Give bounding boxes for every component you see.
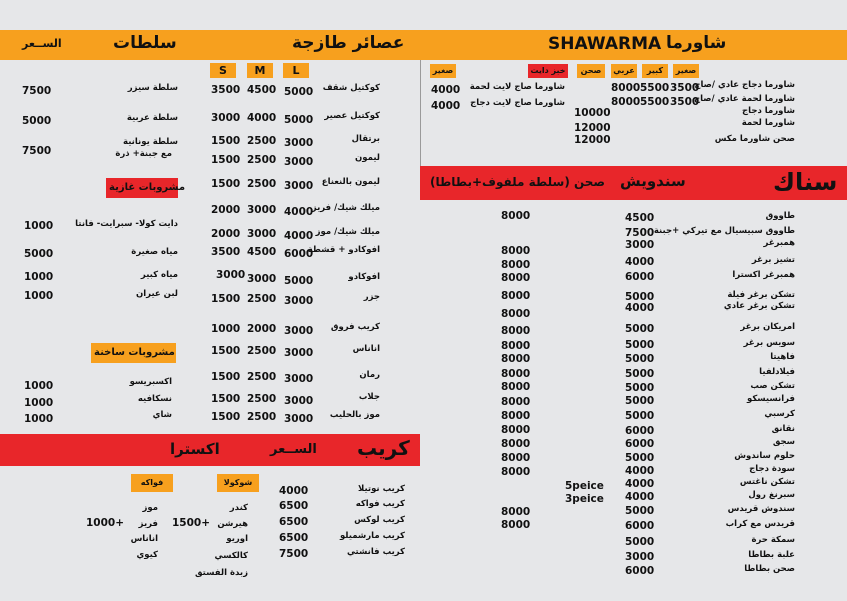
snack-name: تشكن برغر عادي — [723, 301, 795, 311]
shawarma-name: شاورما دجاج — [742, 106, 795, 116]
snack-price-sandwich: 5000 — [625, 452, 655, 464]
snack-name: قريدس مع كراب — [725, 519, 795, 529]
snack-price-plate: 8000 — [501, 466, 531, 478]
salad-price: 7500 — [22, 85, 52, 97]
snack-name: فرانسيسكو — [747, 394, 795, 404]
snack-name: فيلادلفيا — [759, 367, 795, 377]
shawarma-name: شاورما لحمة — [741, 118, 795, 128]
crepe-price: 6500 — [279, 516, 309, 528]
sandwich-header: سندويش — [620, 172, 686, 190]
snack-price-plate: 8000 — [501, 519, 531, 531]
juice-price-m: 4500 — [247, 246, 277, 258]
juice-price-s: 2000 — [211, 228, 241, 240]
juice-name: اناناس — [352, 344, 380, 354]
chocolate-item: زبدة الفستق — [195, 568, 248, 578]
juice-price-l: 4000 — [284, 206, 314, 218]
shawarma-price-small: 3500 — [670, 96, 700, 108]
crepe-name: كريب فواكه — [355, 499, 405, 509]
salad-price: 7500 — [22, 145, 52, 157]
crepe-name: كريب فانشتي — [346, 547, 405, 557]
soft-drink-price: 5000 — [24, 248, 54, 260]
soft-drink-name: مياه صغيرة — [131, 247, 178, 257]
salad-name: سلطة عربية — [126, 113, 178, 123]
snack-price-plate: 8000 — [501, 210, 531, 222]
juice-price-extra: 3000 — [216, 269, 246, 281]
soft-drinks-title: مشروبات غازية — [109, 182, 186, 193]
snack-name: صحن بطاطا — [744, 564, 795, 574]
snack-name: سجق — [772, 437, 795, 447]
snack-price-sandwich: 4000 — [625, 302, 655, 314]
juice-price-m: 3000 — [247, 273, 277, 285]
size-s: S — [210, 63, 236, 78]
snack-price-plate: 8000 — [501, 410, 531, 422]
juice-price-l: 5000 — [284, 86, 314, 98]
tag-chocolate: شوكولا — [217, 474, 259, 492]
tag-plate: صحن — [577, 64, 605, 78]
juice-name: ميلك شيك/ موز — [315, 227, 380, 237]
juice-price-m: 4000 — [247, 112, 277, 124]
snack-price-sandwich: 6000 — [625, 438, 655, 450]
snack-price-sandwich: 5000 — [625, 353, 655, 365]
snack-price-plate: 8000 — [501, 272, 531, 284]
shawarma-price-plate: 8000 — [611, 82, 641, 94]
juice-price-l: 6000 — [284, 248, 314, 260]
juice-name: كوكتيل عصير — [324, 111, 380, 121]
snack-name: تشكن ناغتس — [739, 477, 795, 487]
snack-name: نقانق — [771, 424, 795, 434]
shawarma-price-plate: 12000 — [574, 134, 611, 146]
soft-drink-price: 1000 — [24, 220, 54, 232]
chocolate-item: اوريو — [226, 534, 248, 544]
snack-price-sandwich: 3000 — [625, 551, 655, 563]
juice-name: ليمون بالنعناع — [321, 177, 380, 187]
juice-price-m: 2000 — [247, 323, 277, 335]
juice-price-m: 3000 — [247, 228, 277, 240]
salad-name: سلطة سيزر — [127, 83, 178, 93]
snack-price-plate: 8000 — [501, 368, 531, 380]
shawarma-diet-name: شاورما صاج لايت لحمة — [469, 82, 565, 92]
juice-price-s: 1500 — [211, 154, 241, 166]
size-m: M — [247, 63, 273, 78]
snack-price-sandwich: 4000 — [625, 465, 655, 477]
juice-price-m: 2500 — [247, 371, 277, 383]
fruit-price: 1000+ — [86, 517, 125, 529]
crepe-price-header: الســعر — [270, 442, 317, 457]
juice-price-l: 3000 — [284, 156, 314, 168]
juice-name: جزر — [363, 292, 380, 302]
juice-price-s: 1500 — [211, 293, 241, 305]
crepe-price: 4000 — [279, 485, 309, 497]
crepe-name: كريب لوكس — [354, 515, 405, 525]
shawarma-name: صحن شاورما مكس — [714, 134, 795, 144]
snack-price-sandwich: 4500 — [625, 212, 655, 224]
juice-price-l: 5000 — [284, 275, 314, 287]
juice-price-s: 1500 — [211, 345, 241, 357]
crepe-price: 7500 — [279, 548, 309, 560]
fruit-item: فريز — [138, 519, 158, 529]
juice-price-m: 3000 — [247, 204, 277, 216]
juice-price-s: 3000 — [211, 112, 241, 124]
snack-price-sandwich: 7500 — [625, 227, 655, 239]
snack-name: امريكان برغر — [740, 322, 795, 332]
soft-drink-name: مياه كبير — [140, 270, 178, 280]
snack-name: سودة دجاج — [749, 464, 795, 474]
crepe-title: كريب — [357, 436, 410, 460]
soft-drink-name: دايت كولا- سبرايت- فانتا — [75, 219, 178, 229]
snack-price-sandwich: 5000 — [625, 368, 655, 380]
snack-price-sandwich: 5000 — [625, 382, 655, 394]
snack-name: تشيز برغر — [751, 255, 795, 265]
plate-header: صحن (سلطة ملفوف+بطاطا) — [430, 175, 606, 189]
shawarma-name: شاورما لحمة عادي /صاج — [693, 94, 795, 104]
crepe-extra-header: اكسترا — [170, 440, 220, 458]
fruit-item: اناناس — [130, 534, 158, 544]
shawarma-latin: SHAWARMA — [548, 34, 662, 54]
shawarma-price-plate: 12000 — [574, 122, 611, 134]
juice-price-l: 3000 — [284, 325, 314, 337]
chocolate-item: كندر — [229, 503, 248, 513]
snack-price-sandwich: 5000 — [625, 505, 655, 517]
hot-drink-name: اكسبريسو — [129, 377, 172, 387]
fruit-item: موز — [142, 503, 158, 513]
snack-price-plate: 8000 — [501, 290, 531, 302]
hot-drinks-title: مشروبات ساخنة — [94, 347, 175, 358]
juice-name: برتقال — [351, 134, 380, 144]
snack-price-sandwich: 6000 — [625, 520, 655, 532]
shawarma-name: شاورما دجاج عادي /صاج — [694, 80, 795, 90]
snack-price-plate: 8000 — [501, 452, 531, 464]
juice-price-m: 4500 — [247, 84, 277, 96]
snack-name: كرسبي — [764, 409, 795, 419]
juice-name: كوكتيل شقف — [322, 83, 380, 93]
snack-price-plate: 8000 — [501, 340, 531, 352]
hot-drink-name: شاي — [152, 410, 172, 420]
juice-name: جلاب — [358, 392, 380, 402]
juice-name: موز بالحليب — [329, 410, 380, 420]
juice-price-l: 3000 — [284, 373, 314, 385]
crepe-name: كريب نوتيلا — [357, 484, 405, 494]
tag-large: كبير — [642, 64, 668, 78]
tag-diet-bread: خبز دايت — [528, 64, 568, 78]
snack-price-plate: 8000 — [501, 245, 531, 257]
fruit-item: كيوي — [136, 550, 158, 560]
shawarma-price-plate: 8000 — [611, 96, 641, 108]
chocolate-item: هيرشن — [217, 519, 248, 529]
juice-price-m: 2500 — [247, 178, 277, 190]
snack-name: علبة بطاطا — [748, 550, 795, 560]
juices-title: عصائر طازجة — [292, 33, 405, 53]
juice-name: ميلك شيك/ فريز — [311, 203, 380, 213]
snack-price-sandwich: 5000 — [625, 291, 655, 303]
crepe-price: 6500 — [279, 532, 309, 544]
snack-price-sandwich: 4000 — [625, 256, 655, 268]
snack-name: سندوش قريدس — [727, 504, 795, 514]
snack-price-sandwich: 4000 — [625, 491, 655, 503]
soft-drink-price: 1000 — [24, 271, 54, 283]
soft-drink-name: لبن عيران — [135, 289, 178, 299]
snack-name: طاووق — [765, 211, 795, 221]
snack-price-sandwich: 5000 — [625, 395, 655, 407]
snack-name: همبرغر اكسترا — [732, 270, 795, 280]
juice-price-m: 2500 — [247, 411, 277, 423]
snack-price-plate: 8000 — [501, 424, 531, 436]
juice-price-l: 3000 — [284, 395, 314, 407]
snack-price-plate: 8000 — [501, 381, 531, 393]
snack-price-plate: 8000 — [501, 438, 531, 450]
tag-fruits: فواكه — [131, 474, 173, 492]
snack-name: سويس برغر — [743, 338, 795, 348]
snack-name: طاووق سبيسيال مع تيركي +جبنة — [653, 226, 795, 236]
tag-arabi: عربي — [611, 64, 637, 78]
snack-price-sandwich: 5000 — [625, 339, 655, 351]
hot-drink-price: 1000 — [24, 380, 54, 392]
juice-price-s: 1500 — [211, 178, 241, 190]
juice-price-s: 1000 — [211, 323, 241, 335]
crepe-price: 6500 — [279, 500, 309, 512]
shawarma-price-large: 5500 — [640, 96, 670, 108]
juice-price-l: 5000 — [284, 114, 314, 126]
shawarma-diet-price: 4000 — [431, 100, 461, 112]
juice-price-s: 1500 — [211, 135, 241, 147]
juice-price-m: 2500 — [247, 345, 277, 357]
snack-price-sandwich: 5000 — [625, 323, 655, 335]
salad-price: 5000 — [22, 115, 52, 127]
juice-price-l: 3000 — [284, 137, 314, 149]
snack-price-plate: 8000 — [501, 353, 531, 365]
juice-price-l: 3000 — [284, 295, 314, 307]
salads-title: سلطات — [113, 33, 177, 53]
juice-price-s: 2000 — [211, 204, 241, 216]
salad-name-2: مع جبنة+ ذرة — [115, 149, 172, 159]
juice-name: كريب فروق — [330, 322, 380, 332]
juice-price-l: 3000 — [284, 413, 314, 425]
soft-drink-price: 1000 — [24, 290, 54, 302]
snack-price-sandwich: 6000 — [625, 565, 655, 577]
snack-price-plate: 8000 — [501, 506, 531, 518]
snack-price-sandwich: 5000 — [625, 410, 655, 422]
snack-price-plate: 8000 — [501, 308, 531, 320]
shawarma-price-small: 3500 — [670, 82, 700, 94]
juice-price-s: 1500 — [211, 371, 241, 383]
shawarma-diet-price: 4000 — [431, 84, 461, 96]
juice-price-m: 2500 — [247, 154, 277, 166]
snack-title: سناك — [773, 168, 838, 196]
shawarma-diet-name: شاورما صاج لايت دجاج — [470, 98, 565, 108]
size-l: L — [283, 63, 309, 78]
snack-name: فاهيتا — [770, 352, 795, 362]
snack-price-sandwich: 6000 — [625, 271, 655, 283]
tag-small: صغير — [673, 64, 699, 78]
snack-name: حلوم ساندوش — [734, 451, 795, 461]
shawarma-price-plate: 10000 — [574, 107, 611, 119]
chocolate-price: 1500+ — [172, 517, 211, 529]
snack-price-plate: 8000 — [501, 259, 531, 271]
juice-price-m: 2500 — [247, 135, 277, 147]
snack-name: تشكن برغر فيلة — [727, 290, 795, 300]
hot-drink-price: 1000 — [24, 397, 54, 409]
snack-price-plate: 8000 — [501, 325, 531, 337]
juice-price-s: 1500 — [211, 393, 241, 405]
juice-price-s: 1500 — [211, 411, 241, 423]
juice-price-l: 3000 — [284, 180, 314, 192]
hot-drink-price: 1000 — [24, 413, 54, 425]
juice-price-l: 4000 — [284, 230, 314, 242]
snack-name: سبرنغ رول — [748, 490, 795, 500]
shawarma-ar: شاورما — [666, 33, 727, 53]
crepe-name: كريب مارشميلو — [339, 531, 405, 541]
price-header: الســعر — [22, 37, 62, 50]
juice-name: افوكادو — [348, 272, 380, 282]
juice-name: افوكادو + قشطة — [307, 245, 380, 255]
shawarma-price-large: 5500 — [640, 82, 670, 94]
juice-price-l: 3000 — [284, 347, 314, 359]
juice-price-m: 2500 — [247, 393, 277, 405]
juice-price-s: 3500 — [211, 246, 241, 258]
snack-price-plate: 5peice — [565, 480, 604, 492]
snack-price-plate: 3peice — [565, 493, 604, 505]
chocolate-item: كالكسي — [214, 551, 248, 561]
snack-price-plate: 8000 — [501, 396, 531, 408]
snack-price-sandwich: 4000 — [625, 478, 655, 490]
tag-small-2: صغير — [430, 64, 456, 78]
snack-name: تشكن صب — [750, 381, 795, 391]
snack-price-sandwich: 6000 — [625, 425, 655, 437]
snack-price-sandwich: 5000 — [625, 536, 655, 548]
snack-name: همبرغر — [763, 238, 795, 248]
snack-name: سمكة حرة — [751, 535, 795, 545]
hot-drink-name: نسكافيه — [137, 394, 172, 404]
juice-name: رمان — [359, 370, 380, 380]
juice-price-m: 2500 — [247, 293, 277, 305]
juice-name: ليمون — [355, 153, 380, 163]
divider-vertical — [420, 60, 421, 170]
juice-price-s: 3500 — [211, 84, 241, 96]
snack-price-sandwich: 3000 — [625, 239, 655, 251]
salad-name: سلطة يونانية — [123, 137, 178, 147]
